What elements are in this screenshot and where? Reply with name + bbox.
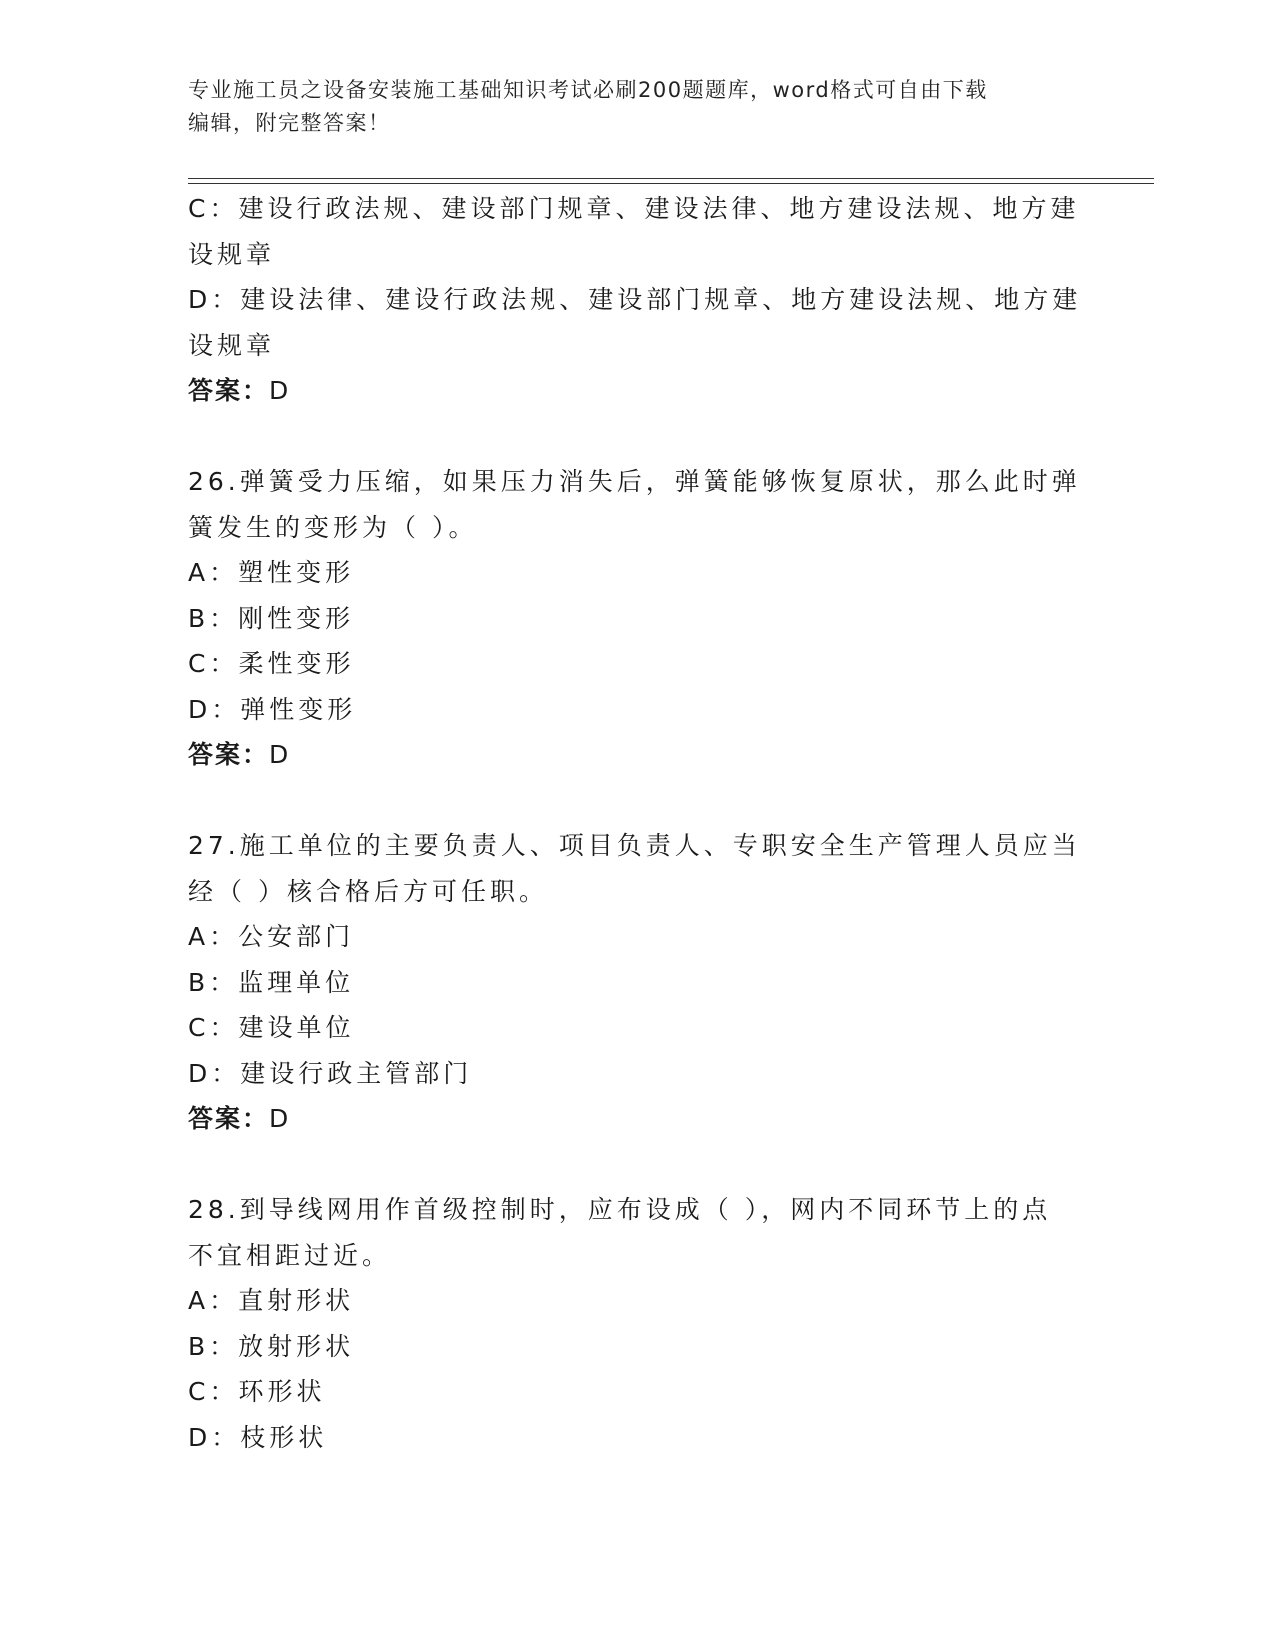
question-28 [188, 1187, 1088, 1460]
answer-label: 答案： [188, 376, 270, 405]
spacer [188, 778, 1088, 824]
option-c: C：环形状 [188, 1377, 326, 1406]
option-d-continued: 设规章 [188, 330, 276, 360]
option-d: D：建设法律、建设行政法规、建设部门规章、地方建设法规、地方建 [188, 285, 1082, 314]
question-stem-continued: 簧发生的变形为（ ）。 [188, 512, 478, 542]
answer-value: D [269, 376, 289, 405]
question-stem-continued: 不宜相距过近。 [188, 1240, 392, 1270]
answer-line [188, 732, 1088, 778]
document-header [188, 74, 1068, 140]
question-stem: 28.到导线网用作首级控制时，应布设成（ ），网内不同环节上的点 [188, 1195, 1052, 1224]
header-divider-top [188, 178, 1154, 179]
answer-line [188, 368, 1088, 414]
question-stem: 27.施工单位的主要负责人、项目负责人、专职安全生产管理人员应当 [188, 831, 1081, 860]
answer-label: 答案： [188, 1104, 270, 1133]
spacer [188, 414, 1088, 460]
option-c-continued: 设规章 [188, 239, 276, 269]
question-26 [188, 459, 1088, 778]
question-stem: 26.弹簧受力压缩，如果压力消失后，弹簧能够恢复原状，那么此时弹 [188, 467, 1081, 496]
header-title-line-2: 编辑，附完整答案！ [188, 111, 391, 135]
option-b: B：放射形状 [188, 1331, 355, 1361]
header-divider-bottom [188, 183, 1154, 184]
question-27 [188, 823, 1088, 1142]
answer-value: D [269, 1104, 289, 1133]
question-list [188, 186, 1088, 1460]
option-a: A：塑性变形 [188, 558, 355, 587]
answer-line [188, 1096, 1088, 1142]
option-d: D：弹性变形 [188, 694, 357, 724]
option-c: C：柔性变形 [188, 649, 355, 678]
answer-value: D [269, 740, 289, 769]
option-a: A：直射形状 [188, 1286, 355, 1315]
question-25 [188, 186, 1088, 414]
option-d: D：枝形状 [188, 1422, 328, 1452]
header-title-line-1: 专业施工员之设备安装施工基础知识考试必刷200题题库，word格式可自由下载 [188, 78, 988, 102]
option-c: C：建设行政法规、建设部门规章、建设法律、地方建设法规、地方建 [188, 194, 1080, 223]
question-stem-continued: 经（ ）核合格后方可任职。 [188, 876, 548, 906]
option-a: A：公安部门 [188, 922, 355, 951]
option-c: C：建设单位 [188, 1013, 355, 1042]
option-d: D：建设行政主管部门 [188, 1058, 473, 1088]
spacer [188, 1142, 1088, 1188]
answer-label: 答案： [188, 740, 270, 769]
option-b: B：刚性变形 [188, 603, 355, 633]
option-b: B：监理单位 [188, 967, 355, 997]
